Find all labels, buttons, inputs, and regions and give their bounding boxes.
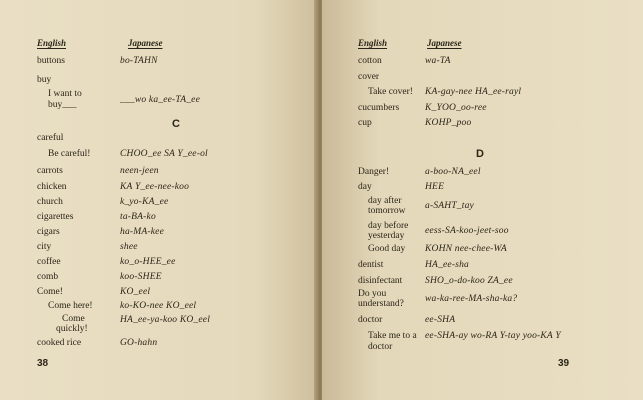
english-term: careful (37, 133, 64, 143)
japanese-term: ___wo ka_ee-TA_ee (120, 95, 200, 105)
japanese-term: K_YOO_oo-ree (425, 103, 487, 113)
english-term: coffee (37, 257, 61, 267)
english-term: dentist (358, 260, 384, 270)
english-term: cigars (37, 227, 60, 237)
right-page (322, 0, 643, 400)
section-letter-d: D (476, 148, 484, 160)
english-term: cigarettes (37, 212, 74, 222)
left-page (0, 0, 318, 400)
japanese-term: HA_ee-sha (425, 260, 470, 270)
english-term: tomorrow (368, 206, 406, 216)
japanese-term: ta-BA-ko (120, 212, 156, 222)
japanese-term: SHO_o-do-koo ZA_ee (425, 276, 513, 286)
english-term: day (358, 182, 372, 192)
english-term: quickly! (56, 324, 88, 334)
japanese-term: neen-jeen (120, 166, 159, 176)
japanese-term: ko-KO-nee KO_eel (120, 301, 197, 311)
english-term: Be careful! (48, 149, 91, 159)
english-term: cotton (358, 56, 382, 66)
english-term: cover (358, 72, 380, 82)
english-term: doctor (368, 342, 393, 352)
english-term: carrots (37, 166, 63, 176)
japanese-term: bo-TAHN (120, 56, 158, 66)
english-term: Danger! (358, 167, 390, 177)
english-term: day before (368, 221, 409, 231)
japanese-column-header: Japanese (427, 38, 462, 48)
japanese-term: shee (120, 242, 138, 252)
english-term: cooked rice (37, 338, 82, 348)
english-term: chicken (37, 182, 67, 192)
english-term: city (37, 242, 52, 252)
section-letter-c: C (172, 118, 180, 130)
page-number: 38 (37, 358, 49, 369)
japanese-term: KOHN nee-chee-WA (425, 244, 507, 254)
english-term: Come here! (48, 301, 93, 311)
english-column-header: English (358, 38, 388, 48)
english-term: buy___ (48, 100, 77, 110)
english-term: Take me to a (368, 331, 417, 341)
japanese-term: a-boo-NA_eel (425, 167, 481, 177)
japanese-term: wa-TA (425, 56, 451, 66)
english-term: cup (358, 118, 372, 128)
japanese-term: a-SAHT_tay (425, 201, 474, 211)
japanese-term: KA-gay-nee HA_ee-rayl (425, 87, 522, 97)
english-term: disinfectant (358, 276, 403, 286)
japanese-term: k_yo-KA_ee (120, 197, 169, 207)
english-term: yesterday (368, 231, 405, 241)
japanese-term: ha-MA-kee (120, 227, 164, 237)
english-term: doctor (358, 315, 383, 325)
english-term: buy (37, 75, 52, 85)
japanese-term: KO_eel (120, 287, 151, 297)
japanese-term: HA_ee-ya-koo KO_eel (120, 315, 211, 325)
japanese-term: HEE (425, 182, 445, 192)
japanese-column-header: Japanese (128, 38, 163, 48)
english-term: I want to (48, 89, 82, 99)
japanese-term: CHOO_ee SA Y_ee-ol (120, 149, 208, 159)
japanese-term: ee-SHA (425, 315, 456, 325)
english-term: Do you (358, 289, 387, 299)
japanese-term: koo-SHEE (120, 272, 162, 282)
japanese-term: KA Y_ee-nee-koo (120, 182, 190, 192)
english-term: day after (368, 196, 402, 206)
english-term: understand? (358, 299, 404, 309)
japanese-term: wa-ka-ree-MA-sha-ka? (425, 294, 518, 304)
english-term: Come! (37, 287, 63, 297)
english-column-header: English (37, 38, 67, 48)
english-term: church (37, 197, 63, 207)
japanese-term: GO-hahn (120, 338, 158, 348)
english-term: buttons (37, 56, 65, 66)
english-term: Good day (368, 244, 406, 254)
japanese-term: ko_o-HEE_ee (120, 257, 176, 267)
english-term: Take cover! (368, 87, 413, 97)
japanese-term: eess-SA-koo-jeet-soo (425, 226, 509, 236)
english-term: Come (62, 314, 85, 324)
english-term: comb (37, 272, 59, 282)
page-number: 39 (558, 358, 570, 369)
japanese-term: ee-SHA-ay wo-RA Y-tay yoo-KA Y (425, 331, 561, 341)
japanese-term: KOHP_poo (425, 118, 472, 128)
english-term: cucumbers (358, 103, 400, 113)
